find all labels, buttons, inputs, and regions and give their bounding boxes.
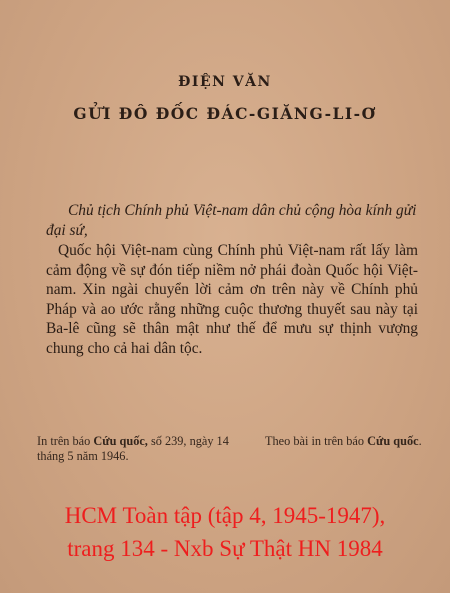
newspaper-name: Cứu quốc (367, 434, 419, 448)
document-title: ĐIỆN VĂN (178, 74, 272, 90)
footnote-prefix: Theo bài in trên báo (265, 434, 368, 448)
telegram-body: Quốc hội Việt-nam cùng Chính phủ Việt-nam rất lấy làm cảm động về sự đón tiếp niềm nở phái đoàn Quốc hội Việt-nam. Xin ngài chuyển lời cảm ơn trên này về Chính phủ Pháp và ao ước rằng những cuộc thương thuyết sau này tại Ba-lê cũng sẽ thân mật như thế để mưu sự thịnh vượng chung cho cả hai dân tộc. (46, 242, 418, 357)
salutation: Chủ tịch Chính phủ Việt-nam dân chủ cộng hòa kính gửi đại sứ, (46, 202, 417, 239)
footnote-publication (37, 434, 247, 464)
footnote-prefix: In trên báo (37, 434, 94, 448)
source-citation-line2: trang 134 - Nxb Sự Thật HN 1984 (67, 536, 383, 561)
newspaper-name: Cứu quốc, (93, 434, 148, 448)
footnote-suffix: . (418, 434, 422, 448)
footnote-source (265, 434, 425, 449)
source-citation-line1: HCM Toàn tập (tập 4, 1945-1947), (64, 503, 386, 528)
document-subtitle: GỬI ĐÔ ĐỐC ĐÁC-GIĂNG-LI-Ơ (73, 104, 377, 123)
footnote-suffix: số 239, ngày 14 tháng 5 năm 1946. (37, 434, 229, 464)
